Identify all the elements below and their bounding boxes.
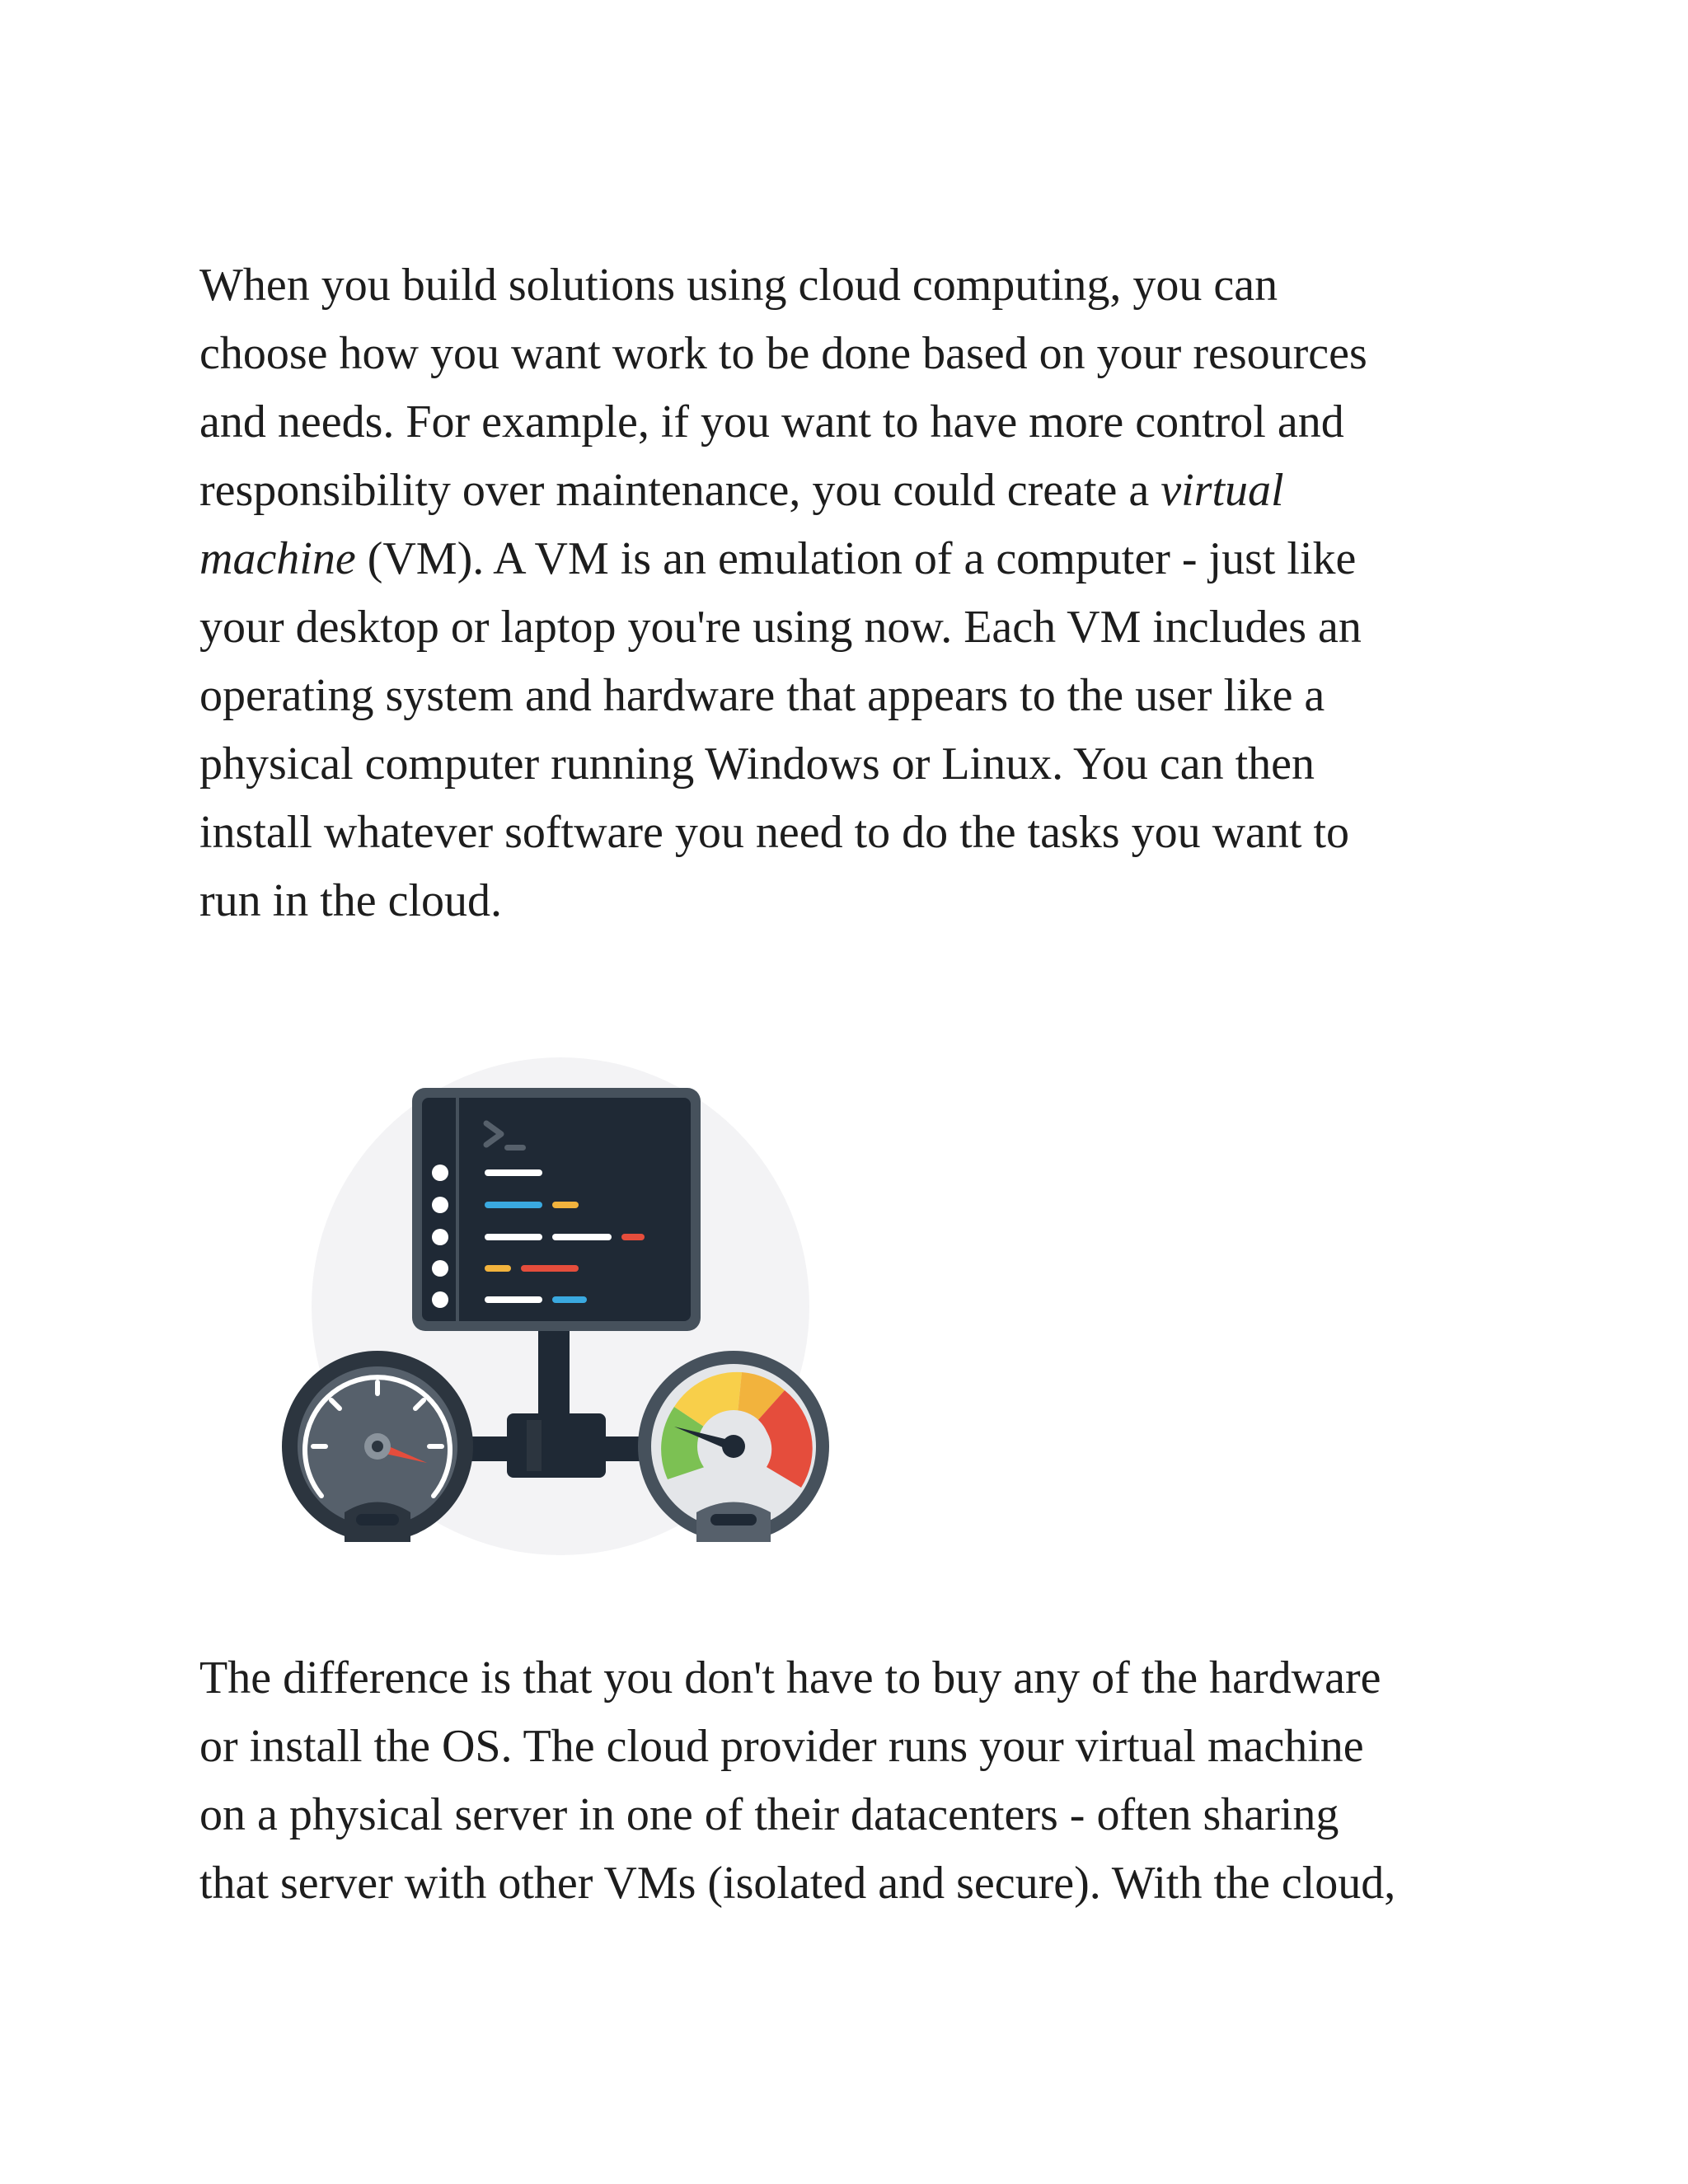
monitor-screen xyxy=(422,1098,691,1321)
emphasis-machine: machine xyxy=(199,533,356,584)
text-line: physical computer running Windows or Linux. You can then xyxy=(199,738,1315,790)
left-gauge-icon xyxy=(282,1351,473,1542)
text-line: your desktop or laptop you're using now. Each VM includes an xyxy=(199,602,1362,653)
paragraph-vm-intro xyxy=(199,251,1568,935)
text-fragment: responsibility over maintenance, you could create a xyxy=(199,465,1161,516)
virtual-machine-terminal-with-gauges-icon xyxy=(280,1051,841,1562)
connector-block xyxy=(507,1413,606,1478)
text-line: When you build solutions using cloud computing, you can xyxy=(199,260,1278,311)
text-line: The difference is that you don't have to buy any of the hardware xyxy=(199,1652,1381,1704)
text-line: choose how you want work to be done based on your resources xyxy=(199,328,1367,379)
right-gauge-icon xyxy=(638,1351,829,1542)
text-line: run in the cloud. xyxy=(199,875,503,926)
text-line: and needs. For example, if you want to have more control and xyxy=(199,396,1344,448)
screen-gutter-line xyxy=(456,1098,459,1321)
paragraph-cloud-difference xyxy=(199,1644,1568,1918)
text-line: or install the OS. The cloud provider runs your virtual machine xyxy=(199,1721,1364,1772)
text-line xyxy=(199,525,1568,593)
text-line xyxy=(199,457,1568,525)
text-line: that server with other VMs (isolated and secure). With the cloud, xyxy=(199,1858,1396,1909)
emphasis-virtual: virtual xyxy=(1160,465,1284,516)
text-fragment: (VM). A VM is an emulation of a computer - just like xyxy=(355,533,1357,584)
prompt-cursor xyxy=(504,1145,526,1151)
text-line: install whatever software you need to do the tasks you want to xyxy=(199,807,1349,858)
text-line: operating system and hardware that appears to the user like a xyxy=(199,670,1325,721)
text-line: on a physical server in one of their datacenters - often sharing xyxy=(199,1789,1339,1840)
